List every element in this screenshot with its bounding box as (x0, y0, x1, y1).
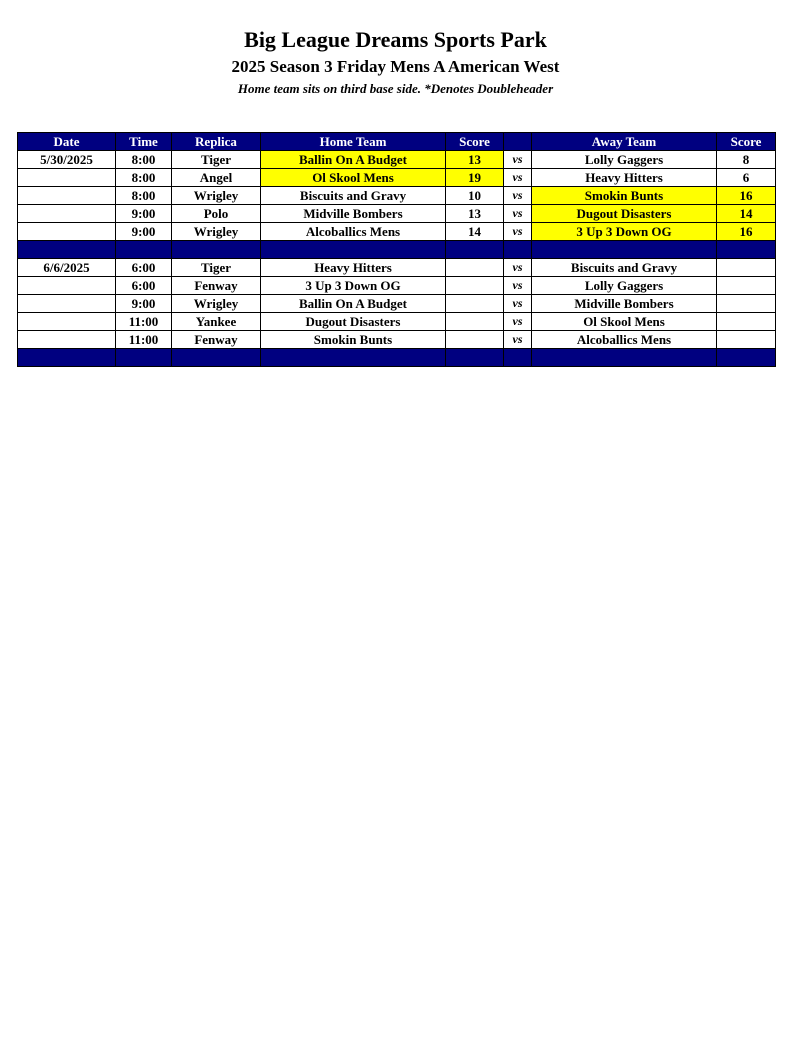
cell-vs: vs (504, 313, 532, 331)
col-header-vs (504, 133, 532, 151)
cell-time: 8:00 (116, 151, 172, 169)
cell-away-score: 16 (717, 223, 776, 241)
cell-home-score (446, 259, 504, 277)
cell-away-score: 8 (717, 151, 776, 169)
cell-vs: vs (504, 223, 532, 241)
cell-replica: Angel (172, 169, 261, 187)
cell-away-score: 16 (717, 187, 776, 205)
page-title: Big League Dreams Sports Park (244, 27, 547, 52)
cell-date (18, 331, 116, 349)
cell-away-team: Lolly Gaggers (532, 277, 717, 295)
cell-replica: Yankee (172, 313, 261, 331)
cell-vs: vs (504, 205, 532, 223)
separator-cell (532, 349, 717, 367)
cell-time: 11:00 (116, 313, 172, 331)
table-row (18, 313, 776, 331)
table-row (18, 205, 776, 223)
cell-home-team: Ol Skool Mens (261, 169, 446, 187)
cell-replica: Tiger (172, 259, 261, 277)
separator-cell (172, 241, 261, 259)
cell-home-score: 19 (446, 169, 504, 187)
cell-vs: vs (504, 295, 532, 313)
cell-time: 6:00 (116, 277, 172, 295)
separator-cell (717, 349, 776, 367)
cell-home-team: Alcoballics Mens (261, 223, 446, 241)
cell-time: 9:00 (116, 205, 172, 223)
page-header (0, 27, 791, 97)
cell-date (18, 295, 116, 313)
separator-cell (261, 241, 446, 259)
page-subtitle: 2025 Season 3 Friday Mens A American West (231, 57, 560, 76)
table-row (18, 331, 776, 349)
separator-cell (18, 349, 116, 367)
cell-replica: Wrigley (172, 295, 261, 313)
table-row (18, 169, 776, 187)
separator-cell (116, 241, 172, 259)
cell-time: 9:00 (116, 223, 172, 241)
separator-cell (504, 241, 532, 259)
cell-home-team: Midville Bombers (261, 205, 446, 223)
cell-away-team: Lolly Gaggers (532, 151, 717, 169)
table-row (18, 187, 776, 205)
cell-away-team: Midville Bombers (532, 295, 717, 313)
separator-cell (18, 241, 116, 259)
separator-cell (446, 349, 504, 367)
col-header-home-team: Home Team (261, 133, 446, 151)
cell-vs: vs (504, 187, 532, 205)
separator-cell (504, 349, 532, 367)
cell-home-team: Biscuits and Gravy (261, 187, 446, 205)
cell-vs: vs (504, 277, 532, 295)
cell-time: 9:00 (116, 295, 172, 313)
cell-away-team: Biscuits and Gravy (532, 259, 717, 277)
table-row (18, 295, 776, 313)
cell-home-score: 13 (446, 205, 504, 223)
cell-vs: vs (504, 331, 532, 349)
cell-home-team: Ballin On A Budget (261, 295, 446, 313)
cell-away-team: Alcoballics Mens (532, 331, 717, 349)
cell-away-team: Heavy Hitters (532, 169, 717, 187)
cell-time: 8:00 (116, 187, 172, 205)
cell-home-team: Heavy Hitters (261, 259, 446, 277)
cell-home-score: 14 (446, 223, 504, 241)
col-header-date: Date (18, 133, 116, 151)
cell-away-score: 6 (717, 169, 776, 187)
cell-vs: vs (504, 259, 532, 277)
cell-date: 5/30/2025 (18, 151, 116, 169)
separator-cell (717, 241, 776, 259)
separator-cell (116, 349, 172, 367)
col-header-away-team: Away Team (532, 133, 717, 151)
cell-home-score: 10 (446, 187, 504, 205)
cell-away-score (717, 331, 776, 349)
cell-date (18, 187, 116, 205)
cell-date (18, 223, 116, 241)
cell-away-score (717, 277, 776, 295)
cell-replica: Wrigley (172, 223, 261, 241)
cell-home-team: Dugout Disasters (261, 313, 446, 331)
cell-time: 11:00 (116, 331, 172, 349)
cell-home-score (446, 313, 504, 331)
cell-away-score (717, 295, 776, 313)
separator-cell (172, 349, 261, 367)
col-header-time: Time (116, 133, 172, 151)
cell-away-team: Smokin Bunts (532, 187, 717, 205)
separator-cell (446, 241, 504, 259)
cell-home-score (446, 295, 504, 313)
cell-date (18, 205, 116, 223)
cell-home-score (446, 331, 504, 349)
cell-vs: vs (504, 151, 532, 169)
cell-home-team: Smokin Bunts (261, 331, 446, 349)
cell-away-team: 3 Up 3 Down OG (532, 223, 717, 241)
col-header-away-score: Score (717, 133, 776, 151)
header-row (18, 133, 776, 151)
cell-away-team: Ol Skool Mens (532, 313, 717, 331)
table-row (18, 277, 776, 295)
cell-time: 8:00 (116, 169, 172, 187)
separator-cell (532, 241, 717, 259)
cell-date: 6/6/2025 (18, 259, 116, 277)
cell-home-score (446, 277, 504, 295)
separator-cell (261, 349, 446, 367)
cell-replica: Polo (172, 205, 261, 223)
col-header-home-score: Score (446, 133, 504, 151)
week-separator-row (18, 349, 776, 367)
cell-replica: Wrigley (172, 187, 261, 205)
cell-replica: Fenway (172, 331, 261, 349)
cell-date (18, 277, 116, 295)
cell-date (18, 313, 116, 331)
cell-time: 6:00 (116, 259, 172, 277)
week-separator-row (18, 241, 776, 259)
table-row (18, 259, 776, 277)
cell-date (18, 169, 116, 187)
cell-home-score: 13 (446, 151, 504, 169)
table-row (18, 223, 776, 241)
col-header-replica: Replica (172, 133, 261, 151)
cell-replica: Tiger (172, 151, 261, 169)
cell-home-team: 3 Up 3 Down OG (261, 277, 446, 295)
schedule-note: Home team sits on third base side. *Denotes Doubleheader (237, 81, 554, 96)
cell-replica: Fenway (172, 277, 261, 295)
cell-vs: vs (504, 169, 532, 187)
schedule-table (17, 132, 776, 367)
schedule-body (18, 151, 776, 367)
cell-away-score (717, 313, 776, 331)
table-row (18, 151, 776, 169)
cell-away-score: 14 (717, 205, 776, 223)
cell-away-score (717, 259, 776, 277)
cell-home-team: Ballin On A Budget (261, 151, 446, 169)
cell-away-team: Dugout Disasters (532, 205, 717, 223)
